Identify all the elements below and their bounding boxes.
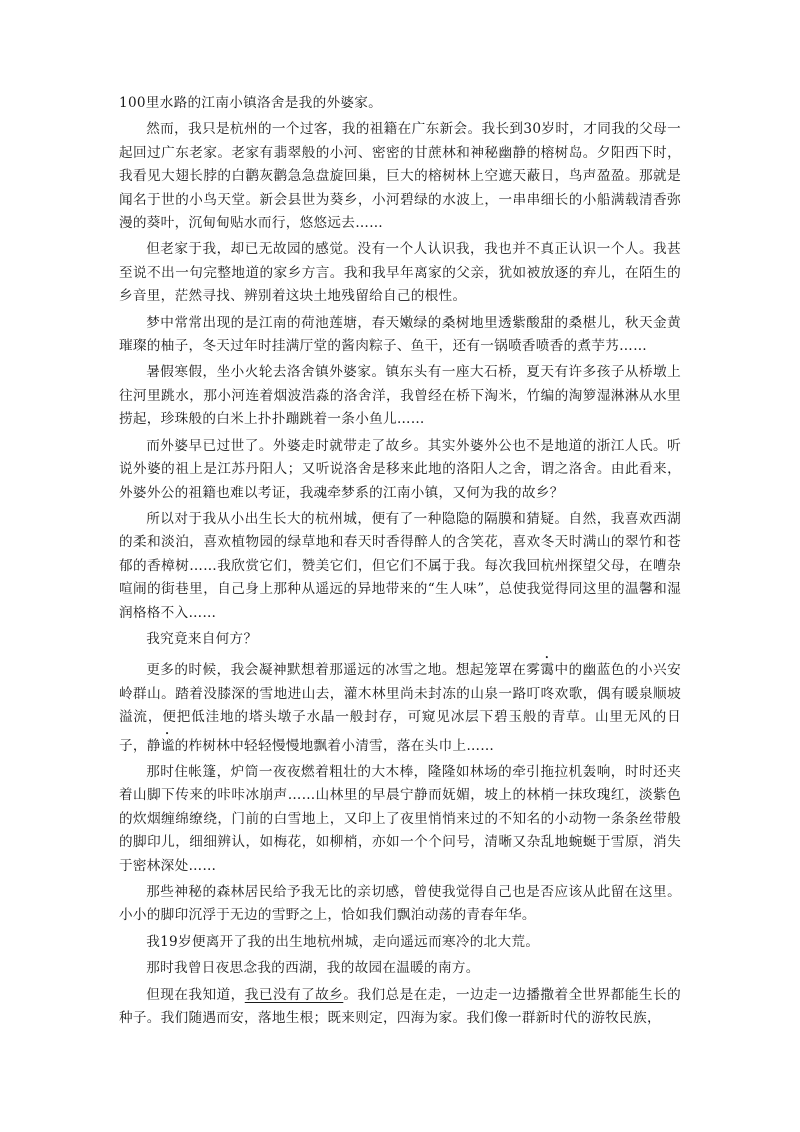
paragraph-no-hometown [119,984,681,1031]
text-segment: 。我们总是在走，一边走一边播撒着全世界都能生长的种子。我们随遇而安，落地生根；既来则定，四海为家。我们像一群新时代的游牧民族， [119,986,682,1027]
emphasis-dot-word: 霭 [540,662,555,679]
paragraph-no-homeland-feeling: 但老家于我，却已无故园的感觉。没有一个人认识我，我也并不真正认识一个人。我甚至说不出一句完整地道的家乡方言。我和我早年离家的父亲，犹如被放逐的弃儿，在陌生的乡音里，茫然寻找、辨别着这块土地残留给自己的根性。 [119,241,681,305]
paragraph-ancestral-home: 然而，我只是杭州的一个过客，我的祖籍在广东新会。我长到30岁时，才同我的父母一起回过广东老家。老家有翡翠般的小河、密密的甘蔗林和神秘幽静的榕树岛。夕阳西下时，我看见大翅长脖的白鹳灰鹳急急盘旋回巢，巨大的榕树林上空遮天蔽日，鸟声盈盈。那就是闻名于世的小鸟天堂。新会县世为葵乡，小河碧绿的水波上，一串串细长的小船满载清香弥漫的葵叶，沉甸甸贴水而行，悠悠远去…… [119,121,681,232]
text-segment: 中的幽蓝色的小兴安岭群山。踏着没膝深的雪地进山去，灌木林里尚未封冻的山泉一路叮咚欢歌，偶有暖泉顺坡溢流，便把低洼地的塔头墩子水晶一般封存，可窥见冰层下碧玉般的青草。山里无风的日子，静 [119,662,682,754]
text-segment: 的柞树林中轻轻慢慢地飘着小清雪，落在头巾上…… [174,737,495,754]
paragraph-snow-land [119,654,681,758]
text-segment: 但现在我知道， [146,986,245,1003]
document-page [119,92,681,1030]
underlined-phrase: 我已没有了故乡 [244,986,344,1003]
paragraph-missing-west-lake: 那时我曾日夜思念我的西湖，我的故园在温暖的南方。 [146,960,480,977]
emphasis-dot-word: 谧 [160,737,175,754]
paragraph-jiangnan-dreams: 梦中常常出现的是江南的荷池莲塘，春天嫩绿的桑树地里透紫酸甜的桑椹儿，秋天金黄璀璨的柚子，冬天过年时挂满厅堂的酱肉粽子、鱼干，还有一锅喷香喷香的煮芋艿…… [119,314,681,355]
text-segment: 更多的时候，我会凝神默想着那遥远的冰雪之地。想起笼罩在雾 [146,662,541,679]
paragraph-leaving-hangzhou: 我19岁便离开了我的出生地杭州城，走向遥远而寒冷的北大荒。 [146,933,540,950]
paragraph-hangzhou: 所以对于我从小出生长大的杭州城，便有了一种隐隐的隔膜和猜疑。自然，我喜欢西湖的柔和淡泊，喜欢植物园的绿草地和春天时香得醉人的含笑花，喜欢冬天时满山的翠竹和苍郁的香樟树……我欣赏它们，赞美它们，但它们不属于我。每次我回杭州探望父母，在嘈杂喧闹的街巷里，自己身上那种从遥远的异地带来的“生人味”，总使我觉得同这里的温馨和湿润格格不入…… [119,510,681,621]
paragraph-tent-life: 那时住帐篷，炉筒一夜夜燃着粗壮的大木棒，隆隆如林场的牵引拖拉机轰响，时时还夹着山脚下传来的咔咔冰崩声……山林里的早晨宁静而妩媚，坡上的林梢一抹玫瑰红，淡紫色的炊烟缠绵缭绕，门前的白雪地上，又印上了夜里悄悄来过的不知名的小动物一条条丝带般的脚印儿，细细辨认，如梅花，如柳梢，亦如一个个问号，清晰又杂乱地蜿蜒于雪原，消失于密林深处…… [119,763,681,874]
paragraph-forest-dwellers: 那些神秘的森林居民给予我无比的亲切感，曾使我觉得自己也是否应该从此留在这里。小小的脚印沉浮于无边的雪野之上，恰如我们飘泊动荡的青春年华。 [119,884,681,924]
paragraph-intro: 100里水路的江南小镇洛舍是我的外婆家。 [119,95,383,111]
paragraph-grandma-house: 暑假寒假，坐小火轮去洛舍镇外婆家。镇东头有一座大石桥，夏天有许多孩子从桥墩上往河里跳水，那小河连着烟波浩淼的洛舍洋，我曾经在桥下淘米，竹编的淘箩湿淋淋从水里捞起，珍珠般的白米上扑扑蹦跳着一条小鱼儿…… [119,364,681,428]
paragraph-grandma-passed: 而外婆早已过世了。外婆走时就带走了故乡。其实外婆外公也不是地道的浙江人氏。听说外婆的祖上是江苏丹阳人；又听说洛舍是移来此地的洛阳人之舍，谓之洛舍。由此看来，外婆外公的祖籍也难以考证，我魂牵梦系的江南小镇，又何为我的故乡？ [119,437,681,501]
paragraph-question: 我究竟来自何方？ [146,630,258,647]
